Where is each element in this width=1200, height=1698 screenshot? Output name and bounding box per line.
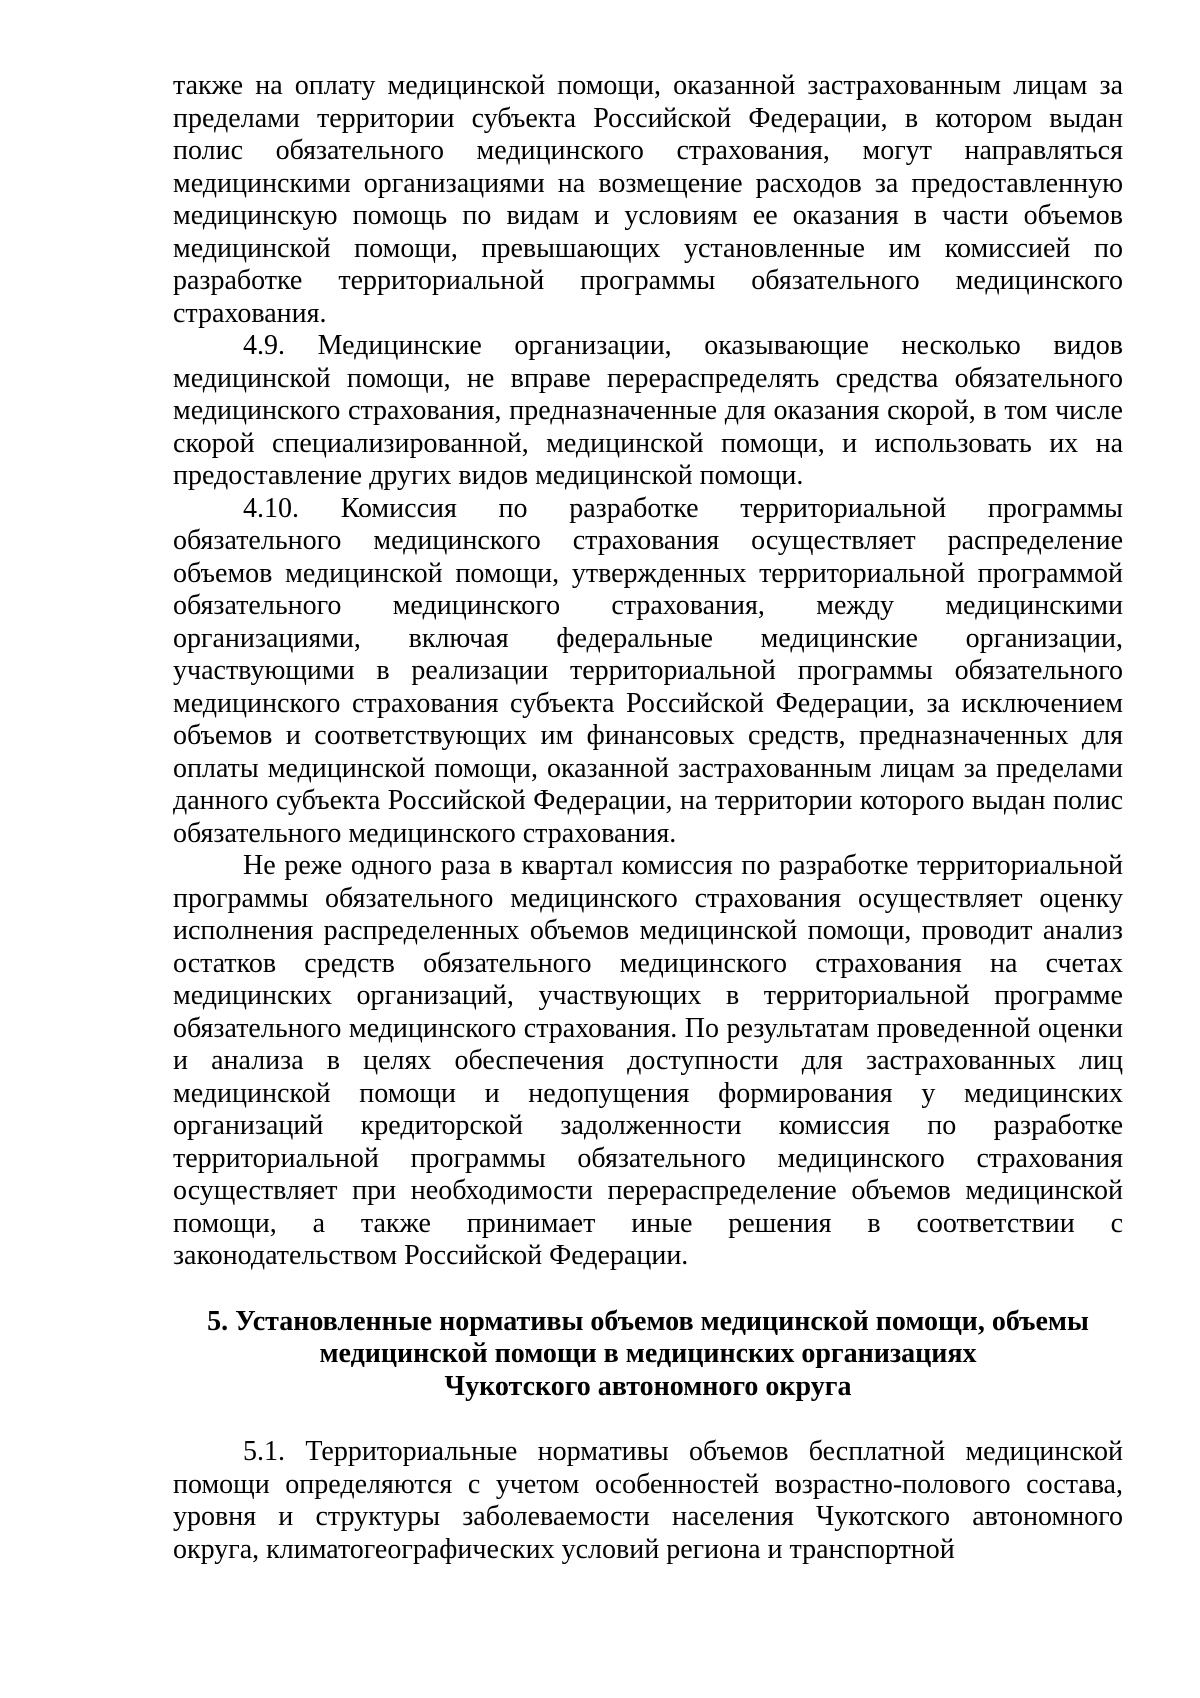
section-5-heading [173,1306,1123,1404]
section-heading-line-3: Чукотского автономного округа [444,1370,852,1402]
paragraph-continuation: также на оплату медицинской помощи, оказанной застрахованным лицам за пределами территории субъекта Российской Федерации, в котором выдан полис обязательного медицинского страхования, могут направляться медицинскими организациями на возмещение расходов за предоставленную медицинскую помощь по видам и условиям ее оказания в части объемов медицинской помощи, превышающих установленные им комиссией по разработке территориальной программы обязательного медицинского страхования. [173,70,1123,329]
section-heading-line-1: 5. Установленные нормативы объемов медицинской помощи, объемы [207,1305,1089,1337]
section-heading-line-2: медицинской помощи в медицинских организациях [319,1338,977,1369]
paragraph-5-1: 5.1. Территориальные нормативы объемов бесплатной медицинской помощи определяются с учетом особенностей возрастно-полового состава, уровня и структуры заболеваемости населения Чукотского автономного округа, климатогеографических условий региона и транспортной [173,1436,1123,1565]
paragraph-quarterly-review: Не реже одного раза в квартал комиссия по разработке территориальной программы обязательного медицинского страхования осуществляет оценку исполнения распределенных объемов медицинской помощи, проводит анализ остатков средств обязательного медицинского страхования на счетах медицинских организаций, участвующих в территориальной программе обязательного медицинского страхования. По результатам проведенной оценки и анализа в целях обеспечения доступности для застрахованных лиц медицинской помощи и недопущения формирования у медицинских организаций кредиторской задолженности комиссия по разработке территориальной программы обязательного медицинского страхования осуществляет при необходимости перераспределение объемов медицинской помощи, а также принимает иные решения в соответствии с законодательством Российской Федерации. [173,850,1123,1271]
paragraph-4-10: 4.10. Комиссия по разработке территориальной программы обязательного медицинского страхования осуществляет распределение объемов медицинской помощи, утвержденных территориальной программой обязательного медицинского страхования, между медицинскими организациями, включая федеральные медицинские организации, участвующими в реализации территориальной программы обязательного медицинского страхования субъекта Российской Федерации, за исключением объемов и соответствующих им финансовых средств, предназначенных для оплаты медицинской помощи, оказанной застрахованным лицам за пределами данного субъекта Российской Федерации, на территории которого выдан полис обязательного медицинского страхования. [173,492,1123,849]
document-page [173,70,1123,1566]
paragraph-4-9: 4.9. Медицинские организации, оказывающие несколько видов медицинской помощи, не вправе перераспределять средства обязательного медицинского страхования, предназначенные для оказания скорой, в том числе скорой специализированной, медицинской помощи, и использовать их на предоставление других видов медицинской помощи. [173,330,1123,491]
